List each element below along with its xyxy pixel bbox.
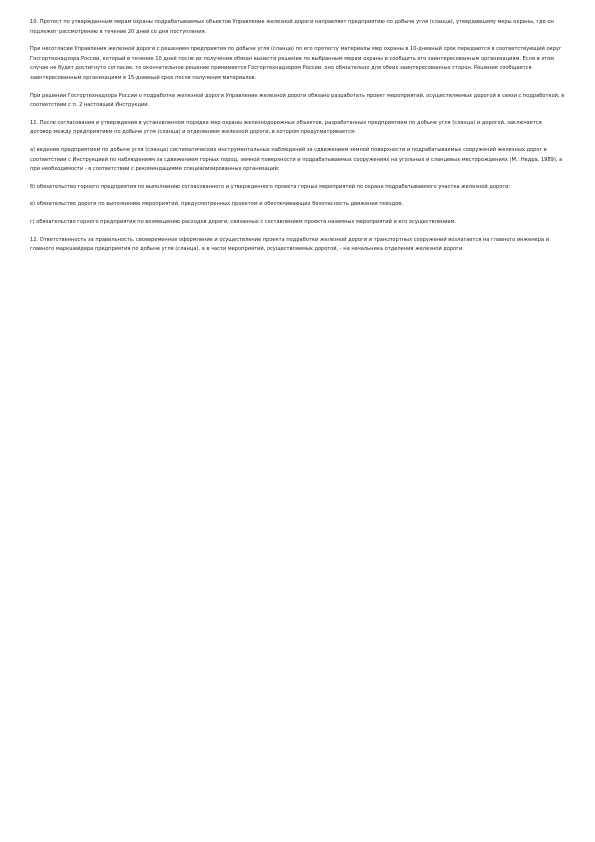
paragraph-11: 11. После согласования и утверждения в установленном порядке мер охраны железнодорожных объектов, разработанных предприятием по добыче угля (сланца) и дорогой, заключается договор между предприятием по добыче угля (сланца) и отделением железной дороги, в котором предусматривается: xyxy=(30,119,542,136)
document-body xyxy=(30,18,565,263)
paragraph-11g: г) обязательство горного предприятия по возмещению расходов дороги, связанных с составлением проекта наземных мероприятий и его осуществлением. xyxy=(30,218,457,225)
paragraph-11a: а) ведение предприятием по добыче угля (сланца) систематических инструментальных наблюдений за сдвижением земной поверхности и подрабатываемых сооружений железных дорог в соответствии с Инструкцией по наблюдениям за сдвижением горных пород, земной поверхности и подрабатываемых сооружениях на угольных и сланцевых месторождениях (М.: Недра, 1989), а при необходимости - в соответствии с рекомендациями специализированных организаций; xyxy=(30,146,563,173)
paragraph-12: 12. Ответственность за правильность, своевременное оформление и осуществление проекта подработки железной дороги и транспортных сооружений возлагается на главного инженера и главного маркшейдера предприятия по добыче угля (сланца), а в части мероприятий, осуществляемых дорогой, - на начальника отделения железной дороги. xyxy=(30,236,549,253)
paragraph-decision: При решении Госгортехнадзора России о подработке железной дороги Управление железной дороги обязано разработать проект мероприятий, осуществляемых дорогой в связи с подработкой, в соответствии с п. 2 настоящей Инструкции. xyxy=(30,92,565,109)
paragraph-11b: б) обязательство горного предприятия по выполнению согласованного и утвержденного проекта горных мероприятий по охране подрабатываемого участка железной дороги; xyxy=(30,183,511,190)
paragraph-10: 10. Протест по утвержденным мерам охраны подрабатываемых объектов Управление железной дороги направляет предприятию по добыче угля (сланца), утвердившему меры охраны, где он подлежит рассмотрению в течение 20 дней со дня поступления. xyxy=(30,19,554,35)
paragraph-disagreement: При несогласии Управления железной дороги с решением предприятия по добыче угля (сланца) по его протесту материалы мер охраны в 10-дневный срок передаются в соответствующий округ Госгортехнадзора России, который в течение 10 дней после их получения обязан вынести решение по выбранным мерам охраны и сообщить его заинтересованным организациям. Если в этом случае не будет достигнуто согласие, то окончательное решение принимается Госгортехнадзором России, оно обязательно для обеих заинтересованных сторон. Решение сообщается заинтересованным организациям в 15-дневный срок после получения материалов. xyxy=(30,46,562,81)
paragraph-11v: в) обязательство дороги по выполнению мероприятий, предусмотренных проектом и обеспечивающих безопасность движения поездов; xyxy=(30,201,403,208)
